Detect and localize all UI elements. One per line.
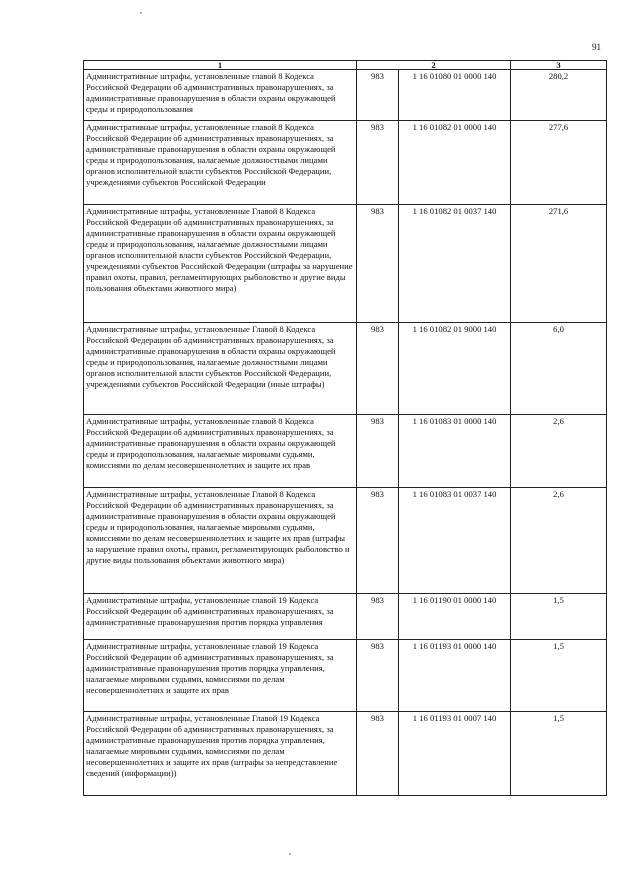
row-kbk-code: 1 16 01082 01 0037 140 xyxy=(399,205,511,323)
header-col-2: 2 xyxy=(357,61,511,70)
table-row xyxy=(84,712,607,796)
row-kbk-code: 1 16 01080 01 0000 140 xyxy=(399,70,511,121)
row-amount: 271,6 xyxy=(511,205,607,323)
row-amount: 1,5 xyxy=(511,594,607,640)
row-description: Административные штрафы, установленные Главой 8 Кодекса Российской Федерации об административных правонарушениях, за административные правонарушения в области охраны окружающей среды и природопользования, налагаемые мировыми судьями, комиссиями по делам несовершеннолетних и защите их прав (штрафы за нарушение правил охоты, правил, регламентирующих рыболовство и другие виды пользования объектами животного мира) xyxy=(84,488,357,594)
row-kbk-code: 1 16 01083 01 0037 140 xyxy=(399,488,511,594)
row-kbk-code: 1 16 01083 01 0000 140 xyxy=(399,415,511,488)
table-row xyxy=(84,205,607,323)
page-number: 91 xyxy=(592,42,601,52)
row-description: Административные штрафы, установленные главой 8 Кодекса Российской Федерации об административных правонарушениях, за административные правонарушения в области охраны окружающей среды и природопользования, налагаемые должностными лицами органов исполнительной власти субъектов Российской Федерации, учреждениями субъектов Российской Федерации xyxy=(84,121,357,205)
row-admin-code: 983 xyxy=(357,594,399,640)
table-row xyxy=(84,594,607,640)
header-col-1: 1 xyxy=(84,61,357,70)
row-amount: 6,0 xyxy=(511,323,607,415)
row-description: Административные штрафы, установленные главой 19 Кодекса Российской Федерации об административных правонарушениях, за административные правонарушения против порядка управления xyxy=(84,594,357,640)
row-description: Административные штрафы, установленные главой 19 Кодекса Российской Федерации об административных правонарушениях, за административные правонарушения против порядка управления, налагаемые мировыми судьями, комиссиями по делам несовершеннолетних и защите их прав xyxy=(84,640,357,712)
row-admin-code: 983 xyxy=(357,70,399,121)
row-kbk-code: 1 16 01193 01 0007 140 xyxy=(399,712,511,796)
row-amount: 1,5 xyxy=(511,712,607,796)
row-kbk-code: 1 16 01082 01 9000 140 xyxy=(399,323,511,415)
row-description: Административные штрафы, установленные Главой 8 Кодекса Российской Федерации об административных правонарушениях, за административные правонарушения в области охраны окружающей среды и природопользования, налагаемые должностными лицами органов исполнительной власти субъектов Российской Федерации, учреждениями субъектов Российской Федерации (иные штрафы) xyxy=(84,323,357,415)
row-amount: 280,2 xyxy=(511,70,607,121)
row-admin-code: 983 xyxy=(357,323,399,415)
row-amount: 2,6 xyxy=(511,488,607,594)
scan-speck xyxy=(289,853,291,855)
table-row xyxy=(84,488,607,594)
scan-speck xyxy=(140,12,142,14)
row-amount: 2,6 xyxy=(511,415,607,488)
table-row xyxy=(84,415,607,488)
table-row xyxy=(84,121,607,205)
row-description: Административные штрафы, установленные Главой 8 Кодекса Российской Федерации об административных правонарушениях, за административные правонарушения в области охраны окружающей среды и природопользования, налагаемые должностными лицами органов исполнительной власти субъектов Российской Федерации, учреждениями субъектов Российской Федерации (штрафы за нарушение правил охоты, правил, регламентирующих рыболовство и другие виды пользования объектами животного мира) xyxy=(84,205,357,323)
table-row xyxy=(84,323,607,415)
row-kbk-code: 1 16 01190 01 0000 140 xyxy=(399,594,511,640)
table-row xyxy=(84,70,607,121)
row-admin-code: 983 xyxy=(357,488,399,594)
revenue-table xyxy=(83,60,607,796)
row-amount: 277,6 xyxy=(511,121,607,205)
row-admin-code: 983 xyxy=(357,205,399,323)
table-row xyxy=(84,640,607,712)
row-kbk-code: 1 16 01193 01 0000 140 xyxy=(399,640,511,712)
row-admin-code: 983 xyxy=(357,640,399,712)
row-description: Административные штрафы, установленные главой 8 Кодекса Российской Федерации об административных правонарушениях, за административные правонарушения в области охраны окружающей среды и природопользования xyxy=(84,70,357,121)
row-admin-code: 983 xyxy=(357,415,399,488)
table-header-row xyxy=(84,61,607,70)
row-description: Административные штрафы, установленные Главой 19 Кодекса Российской Федерации об административных правонарушениях, за административные правонарушения против порядка управления, налагаемые мировыми судьями, комиссиями по делам несовершеннолетних и защите их прав (штрафы за непредставление сведений (информации)) xyxy=(84,712,357,796)
header-col-3: 3 xyxy=(511,61,607,70)
row-description: Административные штрафы, установленные главой 8 Кодекса Российской Федерации об административных правонарушениях, за административные правонарушения в области охраны окружающей среды и природопользования, налагаемые мировыми судьями, комиссиями по делам несовершеннолетних и защите их прав xyxy=(84,415,357,488)
row-amount: 1,5 xyxy=(511,640,607,712)
row-kbk-code: 1 16 01082 01 0000 140 xyxy=(399,121,511,205)
row-admin-code: 983 xyxy=(357,712,399,796)
row-admin-code: 983 xyxy=(357,121,399,205)
